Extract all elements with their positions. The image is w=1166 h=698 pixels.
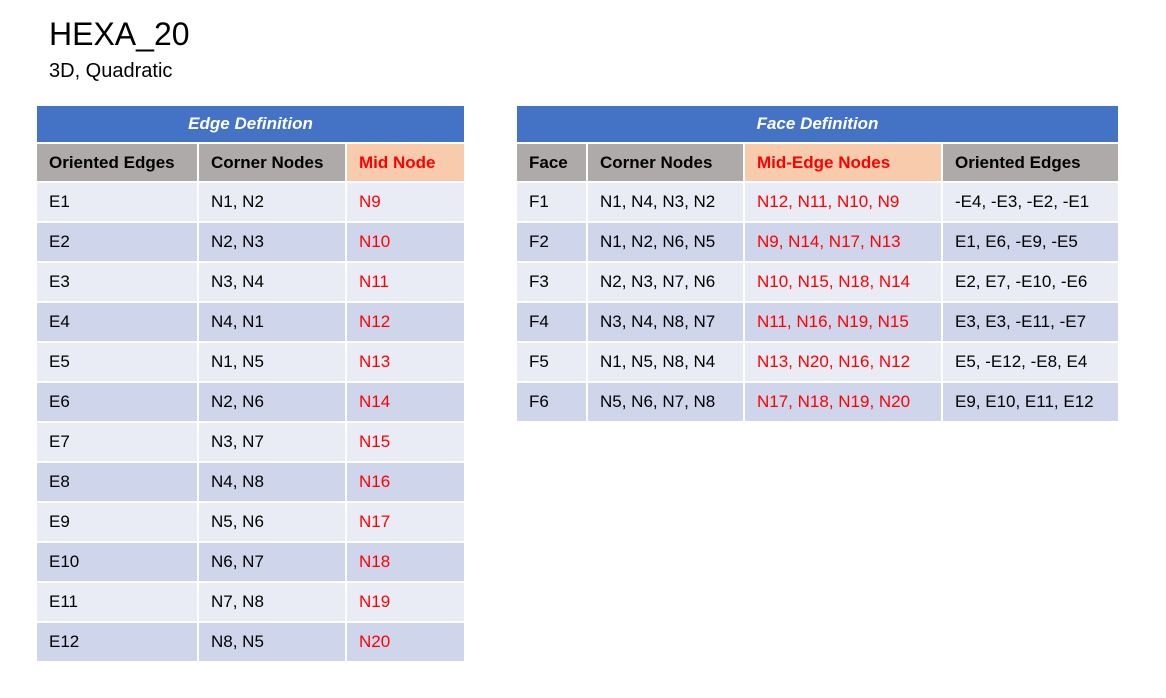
- edge-definition-table: [35, 104, 466, 663]
- table-row: [36, 302, 465, 342]
- table-row: [36, 262, 465, 302]
- edge-id-cell: E6: [36, 382, 198, 422]
- edge-id-cell: E1: [36, 182, 198, 222]
- corner-nodes-cell: N1, N5, N8, N4: [587, 342, 744, 382]
- corner-nodes-cell: N1, N2: [198, 182, 346, 222]
- corner-nodes-cell: N5, N6: [198, 502, 346, 542]
- corner-nodes-cell: N4, N1: [198, 302, 346, 342]
- table-row: [36, 542, 465, 582]
- table-row: [516, 262, 1119, 302]
- column-header-oriented-edges: Oriented Edges: [36, 143, 198, 182]
- edge-id-cell: E5: [36, 342, 198, 382]
- mid-node-cell: N11: [346, 262, 465, 302]
- edge-id-cell: E11: [36, 582, 198, 622]
- face-id-cell: F2: [516, 222, 587, 262]
- face-id-cell: F5: [516, 342, 587, 382]
- corner-nodes-cell: N3, N7: [198, 422, 346, 462]
- corner-nodes-cell: N7, N8: [198, 582, 346, 622]
- corner-nodes-cell: N2, N3, N7, N6: [587, 262, 744, 302]
- mid-edge-nodes-cell: N12, N11, N10, N9: [744, 182, 942, 222]
- mid-node-cell: N14: [346, 382, 465, 422]
- face-definition-table: [515, 104, 1120, 423]
- mid-edge-nodes-cell: N9, N14, N17, N13: [744, 222, 942, 262]
- oriented-edges-cell: -E4, -E3, -E2, -E1: [942, 182, 1119, 222]
- column-header-face: Face: [516, 143, 587, 182]
- column-header-corner-nodes: Corner Nodes: [587, 143, 744, 182]
- table-row: [516, 302, 1119, 342]
- table-row: [36, 182, 465, 222]
- edge-id-cell: E10: [36, 542, 198, 582]
- corner-nodes-cell: N2, N3: [198, 222, 346, 262]
- page-title: HEXA_20: [49, 16, 190, 52]
- mid-node-cell: N17: [346, 502, 465, 542]
- oriented-edges-cell: E5, -E12, -E8, E4: [942, 342, 1119, 382]
- oriented-edges-cell: E1, E6, -E9, -E5: [942, 222, 1119, 262]
- mid-node-cell: N18: [346, 542, 465, 582]
- mid-edge-nodes-cell: N17, N18, N19, N20: [744, 382, 942, 422]
- mid-edge-nodes-cell: N13, N20, N16, N12: [744, 342, 942, 382]
- corner-nodes-cell: N1, N4, N3, N2: [587, 182, 744, 222]
- mid-node-cell: N20: [346, 622, 465, 662]
- edge-id-cell: E4: [36, 302, 198, 342]
- table-row: [516, 182, 1119, 222]
- column-header-mid-node: Mid Node: [346, 143, 465, 182]
- mid-node-cell: N15: [346, 422, 465, 462]
- oriented-edges-cell: E2, E7, -E10, -E6: [942, 262, 1119, 302]
- edge-id-cell: E2: [36, 222, 198, 262]
- table-row: [36, 622, 465, 662]
- oriented-edges-cell: E3, E3, -E11, -E7: [942, 302, 1119, 342]
- edge-id-cell: E12: [36, 622, 198, 662]
- corner-nodes-cell: N3, N4, N8, N7: [587, 302, 744, 342]
- oriented-edges-cell: E9, E10, E11, E12: [942, 382, 1119, 422]
- edge-id-cell: E8: [36, 462, 198, 502]
- edge-table-caption: Edge Definition: [36, 105, 465, 143]
- table-row: [36, 222, 465, 262]
- corner-nodes-cell: N8, N5: [198, 622, 346, 662]
- column-header-mid-edge-nodes: Mid-Edge Nodes: [744, 143, 942, 182]
- corner-nodes-cell: N6, N7: [198, 542, 346, 582]
- mid-node-cell: N19: [346, 582, 465, 622]
- corner-nodes-cell: N1, N5: [198, 342, 346, 382]
- face-table-caption: Face Definition: [516, 105, 1119, 143]
- mid-node-cell: N12: [346, 302, 465, 342]
- column-header-corner-nodes: Corner Nodes: [198, 143, 346, 182]
- mid-node-cell: N16: [346, 462, 465, 502]
- table-row: [36, 342, 465, 382]
- edge-id-cell: E3: [36, 262, 198, 302]
- table-row: [36, 502, 465, 542]
- face-id-cell: F3: [516, 262, 587, 302]
- table-row: [36, 382, 465, 422]
- page-subtitle: 3D, Quadratic: [49, 60, 173, 82]
- face-id-cell: F4: [516, 302, 587, 342]
- mid-node-cell: N10: [346, 222, 465, 262]
- corner-nodes-cell: N2, N6: [198, 382, 346, 422]
- mid-edge-nodes-cell: N10, N15, N18, N14: [744, 262, 942, 302]
- corner-nodes-cell: N5, N6, N7, N8: [587, 382, 744, 422]
- table-row: [516, 342, 1119, 382]
- corner-nodes-cell: N3, N4: [198, 262, 346, 302]
- table-row: [516, 382, 1119, 422]
- column-header-oriented-edges: Oriented Edges: [942, 143, 1119, 182]
- table-row: [516, 222, 1119, 262]
- table-row: [36, 422, 465, 462]
- mid-node-cell: N13: [346, 342, 465, 382]
- table-row: [36, 462, 465, 502]
- mid-node-cell: N9: [346, 182, 465, 222]
- face-id-cell: F1: [516, 182, 587, 222]
- corner-nodes-cell: N1, N2, N6, N5: [587, 222, 744, 262]
- mid-edge-nodes-cell: N11, N16, N19, N15: [744, 302, 942, 342]
- edge-id-cell: E9: [36, 502, 198, 542]
- edge-id-cell: E7: [36, 422, 198, 462]
- face-id-cell: F6: [516, 382, 587, 422]
- corner-nodes-cell: N4, N8: [198, 462, 346, 502]
- table-row: [36, 582, 465, 622]
